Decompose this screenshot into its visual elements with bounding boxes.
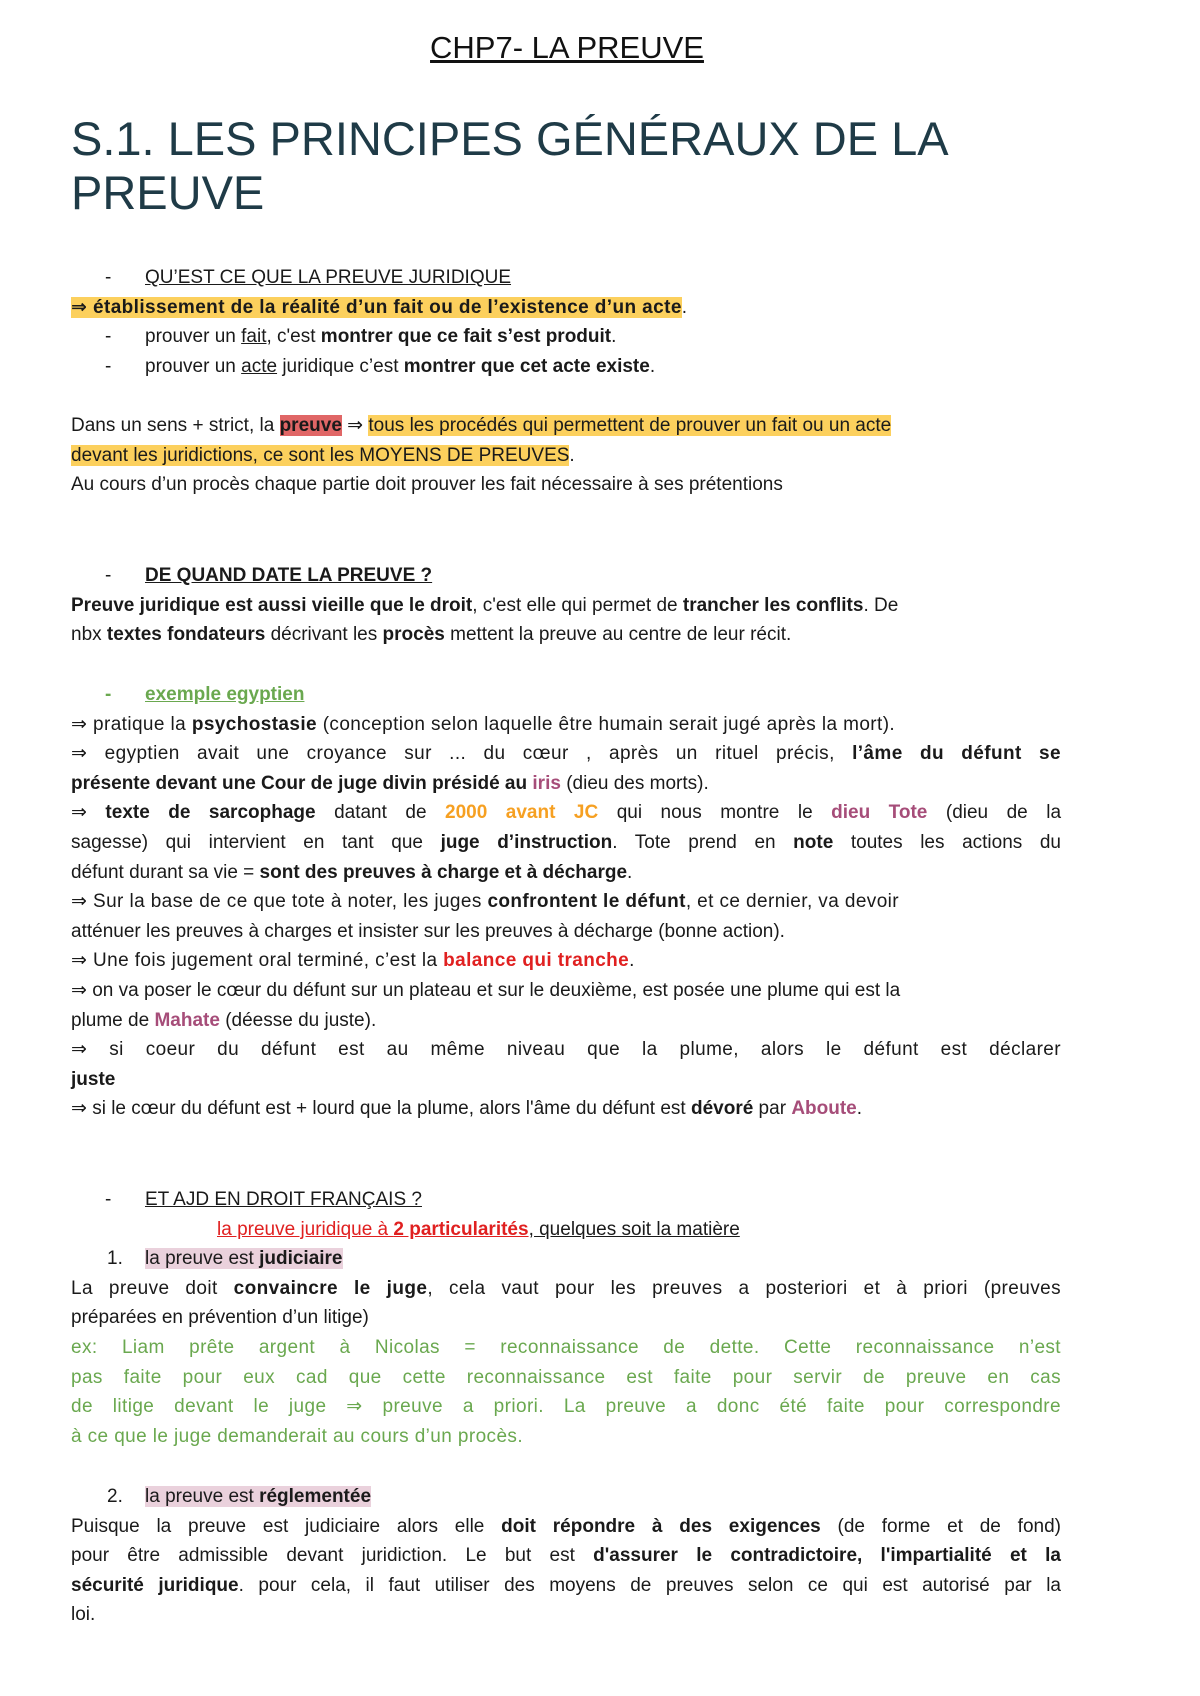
part3-heading: ET AJD EN DROIT FRANÇAIS ?: [145, 1189, 422, 1210]
text-run: .: [627, 861, 633, 883]
text-run: (de forme et de fond): [820, 1515, 1061, 1537]
text-run: confrontent le défunt: [487, 891, 686, 913]
text-run: préparées en prévention d’un litige): [71, 1307, 369, 1329]
bullet-dash: -: [105, 1189, 112, 1210]
text-run: fait: [241, 326, 267, 348]
part1-item-fait: [71, 322, 1061, 352]
text-run: 1.: [107, 1248, 123, 1270]
particularity-2-block: [71, 1482, 1061, 1630]
text-run: datant de: [315, 802, 446, 824]
part2-heading-line: [71, 561, 1061, 591]
balance-highlight: balance qui tranche: [443, 950, 630, 972]
text-run: acte: [241, 355, 278, 377]
text-run: 2.: [107, 1486, 123, 1507]
text-run: sagesse) qui intervient en tant que: [71, 831, 441, 853]
text-run: (dieu de la: [927, 802, 1062, 824]
document-title: CHP7- LA PREUVE: [430, 30, 704, 65]
text-run: ⇒ pratique la: [71, 713, 192, 735]
text-run: . Tote prend en: [612, 831, 794, 853]
text-run: La preuve doit: [71, 1277, 234, 1299]
text-run: .: [629, 950, 635, 972]
egypt-example-heading-line: [71, 680, 1061, 710]
text-run: montrer que ce fait s’est produit: [320, 326, 612, 348]
text-run: (conception selon laquelle être humain serait jugé après la mort).: [317, 713, 896, 735]
section-heading: S.1. LES PRINCIPES GÉNÉRAUX DE LA PREUVE: [71, 112, 947, 219]
text-run: Aboute: [791, 1098, 857, 1120]
text-run: , et ce dernier, va devoir: [685, 891, 900, 913]
text-run: juge d’instruction: [440, 831, 613, 853]
text-run: la preuve juridique à: [217, 1218, 394, 1240]
text-run: .: [856, 1098, 863, 1120]
particularity-1: [71, 1244, 1061, 1274]
part1-definition: ⇒ établissement de la réalité d’un fait ou de l’existence d’un acte: [71, 296, 682, 318]
text-run: .: [649, 355, 656, 377]
text-run: mettent la preuve au centre de leur récit.: [444, 624, 792, 646]
text-run: qui nous montre le: [598, 802, 832, 824]
text-run: 2000 avant JC: [445, 802, 599, 824]
text-run: prouver un: [145, 355, 242, 377]
text-run: (dieu des morts).: [560, 772, 709, 794]
text-run: toutes les actions du: [833, 831, 1061, 853]
text-run: juste: [71, 1068, 116, 1090]
text-run: nbx: [71, 624, 107, 646]
example-line: ex: Liam prête argent à Nicolas = reconnaissance de dette. Cette reconnaissance n’est: [71, 1336, 1061, 1358]
text-run: trancher les conflits: [682, 594, 864, 616]
text-run: .: [681, 296, 688, 318]
text-run: procès: [382, 624, 445, 646]
text-run: ⇒ on va poser le cœur du défunt sur un plateau et sur le deuxième, est posée une plume qui est la: [71, 979, 901, 1001]
bullet-dash: -: [105, 565, 112, 586]
part1-paragraph: [71, 411, 1061, 500]
text-run: d'assurer le contradictoire, l'impartialité et la: [593, 1545, 1061, 1567]
text-run: Preuve juridique est aussi vieille que le droit: [71, 594, 473, 616]
text-run: note: [793, 831, 834, 853]
text-run: la preuve est: [145, 1486, 260, 1507]
text-run: par: [753, 1098, 792, 1120]
text-run: , quelques soit la matière: [528, 1218, 740, 1240]
text-run: Puisque la preuve est judiciaire alors elle: [71, 1515, 502, 1537]
example-line: pas faite pour eux cad que cette reconnaissance est faite pour servir de preuve en cas: [71, 1366, 1061, 1388]
text-run: l’âme du défunt se: [852, 743, 1061, 765]
text-run: , cela vaut pour les preuves a posteriori et à priori (preuves: [427, 1277, 1061, 1299]
part1-heading-line: [71, 263, 1061, 293]
text-run: ⇒ Sur la base de ce que tote à noter, les juges: [71, 891, 488, 913]
text-run: loi.: [71, 1604, 96, 1626]
text-run: .: [611, 326, 617, 348]
part2-block: [71, 561, 1061, 650]
text-run: Mahate: [154, 1009, 220, 1031]
text-run: ⇒: [71, 802, 106, 824]
example-line: à ce que le juge demanderait au cours d’un procès.: [71, 1425, 523, 1447]
text-run: . De: [863, 594, 899, 616]
text-run: réglementée: [259, 1486, 372, 1507]
text-run: ⇒: [341, 415, 369, 436]
text-run: convaincre le juge: [233, 1277, 428, 1299]
egypt-example-block: [71, 680, 1061, 1124]
text-run: Dans un sens + strict, la: [71, 415, 280, 436]
text-run: ⇒ egyptien avait une croyance sur ... du cœur , après un rituel précis,: [71, 743, 853, 765]
text-run: décrivant les: [265, 624, 383, 646]
text-run: . pour cela, il faut utiliser des moyens de preuves selon ce qui est autorisé par la: [238, 1574, 1062, 1596]
text-run: judiciaire: [259, 1248, 343, 1270]
text-run: tous les procédés qui permettent de prouver un fait ou un acte: [368, 415, 892, 436]
text-run: textes fondateurs: [106, 624, 266, 646]
part1-item-acte: [71, 352, 1061, 382]
text-run: psychostasie: [191, 713, 318, 735]
text-run: doit répondre à des exigences: [501, 1515, 821, 1537]
egypt-example-heading: exemple egyptien: [145, 684, 305, 705]
example-line: de litige devant le juge ⇒ preuve a priori. La preuve a donc été faite pour correspondre: [71, 1396, 1061, 1418]
text-run: ⇒ si le cœur du défunt est + lourd que la plume, alors l'âme du défunt est: [71, 1098, 691, 1120]
text-run: dévoré: [690, 1098, 754, 1120]
part3-subtitle: [71, 1215, 1061, 1245]
text-run: montrer que cet acte existe: [403, 355, 650, 377]
part3-block: [71, 1185, 1061, 1451]
text-run: , c'est: [266, 326, 321, 348]
text-run: sécurité juridique: [71, 1574, 239, 1596]
text-run: 2 particularités: [393, 1218, 529, 1240]
text-run: la preuve est: [145, 1248, 260, 1270]
bullet-dash: -: [105, 326, 112, 348]
part1-block: [71, 263, 1061, 381]
text-run: , c'est elle qui permet de: [472, 594, 683, 616]
particularity-2: [71, 1482, 1061, 1512]
part3-heading-line: [71, 1185, 1061, 1215]
bullet-dash: -: [105, 355, 112, 377]
part1-definition-line: [71, 293, 1061, 323]
text-run: texte de sarcophage: [105, 802, 316, 824]
text-run: présente devant une Cour de juge divin présidé au: [71, 772, 533, 794]
text-run: ⇒ si coeur du défunt est au même niveau que la plume, alors le défunt est déclarer: [71, 1039, 1061, 1061]
part2-heading: DE QUAND DATE LA PREUVE ?: [145, 565, 433, 586]
text-run: juridique c’est: [277, 355, 404, 377]
text-run: prouver un: [145, 326, 242, 348]
text-run: devant les juridictions, ce sont les MOYENS DE PREUVES: [71, 444, 570, 466]
bullet-dash: -: [105, 684, 112, 705]
preuve-highlight: preuve: [279, 415, 342, 436]
text-run: pour être admissible devant juridiction. Le but est: [71, 1545, 594, 1567]
text-run: dieu Tote: [831, 802, 928, 824]
text-run: défunt durant sa vie =: [71, 861, 260, 883]
text-run: plume de: [71, 1009, 155, 1031]
text-run: iris: [532, 772, 561, 794]
text-run: (déesse du juste).: [219, 1009, 377, 1031]
text-run: atténuer les preuves à charges et insister sur les preuves à décharge (bonne action).: [71, 920, 785, 942]
text-run: sont des preuves à charge et à décharge: [259, 861, 628, 883]
text-run: .: [569, 444, 575, 466]
text-run: ⇒ Une fois jugement oral terminé, c’est la: [71, 950, 444, 972]
bullet-dash: -: [105, 267, 112, 288]
part1-heading: QU’EST CE QUE LA PREUVE JURIDIQUE: [145, 267, 512, 288]
part1-paragraph-2: Au cours d’un procès chaque partie doit prouver les fait nécessaire à ses prétentions: [71, 474, 783, 496]
